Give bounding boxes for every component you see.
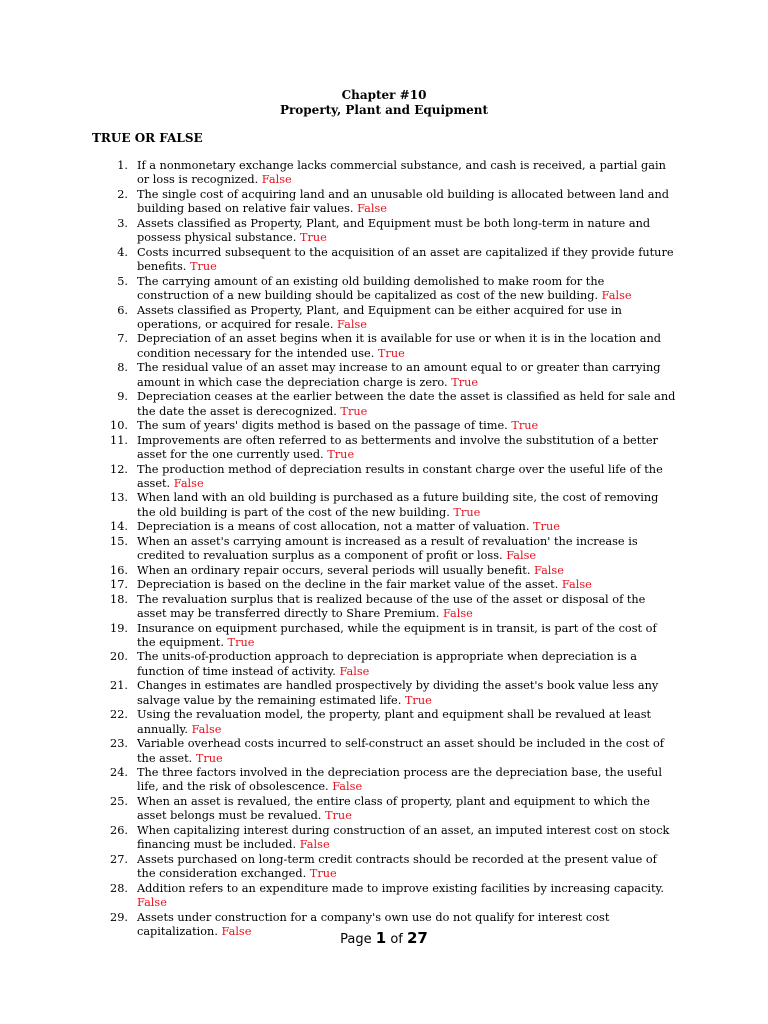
- item-question: Depreciation is a means of cost allocation, not a matter of valuation.: [137, 520, 530, 534]
- list-item: [92, 246, 677, 275]
- page-word: Page: [340, 932, 372, 947]
- item-question: Insurance on equipment purchased, while the equipment is in transit, is part of the cost of the equipment.: [137, 621, 657, 649]
- item-number: 26.: [110, 823, 128, 837]
- item-question: When capitalizing interest during construction of an asset, an imputed interest cost on stock financing must be included.: [137, 823, 670, 852]
- item-question: The sum of years' digits method is based on the passage of time.: [137, 419, 508, 433]
- item-number: 27.: [110, 852, 128, 866]
- item-answer: True: [309, 867, 337, 881]
- item-answer: False: [337, 317, 367, 331]
- item-answer: True: [195, 751, 223, 765]
- item-answer: False: [173, 476, 204, 490]
- item-question: Changes in estimates are handled prospectively by dividing the asset's book value less any salvage value by the remaining estimated life.: [137, 679, 659, 707]
- item-answer: False: [561, 578, 592, 592]
- list-item: [92, 578, 677, 592]
- item-question: Costs incurred subsequent to the acquisition of an asset are capitalized if they provide future benefits.: [137, 245, 674, 274]
- item-number: 22.: [110, 708, 128, 722]
- list-item: [92, 491, 677, 520]
- item-number: 17.: [110, 578, 128, 592]
- item-number: 19.: [110, 621, 128, 635]
- item-number: 18.: [110, 592, 128, 606]
- item-number: 20.: [110, 650, 128, 664]
- list-item: [92, 824, 677, 853]
- list-item: [92, 622, 677, 651]
- list-item: [92, 520, 677, 534]
- item-number: 21.: [110, 679, 128, 693]
- list-item: [92, 463, 677, 492]
- list-item: [92, 564, 677, 578]
- item-number: 13.: [110, 491, 128, 505]
- question-list: [92, 159, 677, 939]
- item-answer: False: [442, 607, 473, 621]
- list-item: [92, 853, 677, 882]
- item-question: Assets under construction for a company's own use do not qualify for interest cost capitalization.: [137, 910, 610, 939]
- list-item: [92, 434, 677, 463]
- item-answer: False: [261, 173, 292, 187]
- item-number: 7.: [117, 332, 128, 346]
- item-number: 5.: [117, 274, 128, 288]
- item-answer: True: [299, 231, 327, 245]
- item-question: The residual value of an asset may increase to an amount equal to or greater than carrying amount in which case the depreciation charge is zero.: [137, 361, 661, 389]
- item-answer: False: [191, 722, 222, 736]
- item-question: The revaluation surplus that is realized because of the use of the asset or disposal of the asset may be transferred directly to Share Premium.: [137, 592, 646, 621]
- list-item: [92, 679, 677, 708]
- item-number: 4.: [117, 245, 128, 259]
- item-answer: True: [327, 448, 355, 462]
- list-item: [92, 766, 677, 795]
- section-heading: TRUE OR FALSE: [92, 131, 203, 145]
- item-number: 14.: [110, 520, 128, 534]
- list-item: [92, 217, 677, 246]
- page-total: 27: [407, 929, 428, 947]
- item-question: When an asset's carrying amount is increased as a result of revaluation' the increase is credited to revaluation surplus as a component of profit or loss.: [137, 534, 638, 563]
- list-item: [92, 390, 677, 419]
- page-number: 1: [375, 929, 387, 947]
- item-answer: False: [357, 202, 387, 216]
- item-answer: False: [137, 896, 167, 910]
- item-answer: False: [506, 549, 537, 563]
- list-item: [92, 275, 677, 304]
- item-answer: True: [325, 809, 352, 823]
- list-item: [92, 593, 677, 622]
- item-number: 28.: [110, 881, 128, 895]
- item-number: 29.: [110, 910, 128, 924]
- item-number: 11.: [110, 433, 128, 447]
- item-question: Assets purchased on long-term credit contracts should be recorded at the present value of the consideration exchanged.: [137, 852, 657, 881]
- list-item: [92, 737, 677, 766]
- item-answer: False: [339, 664, 370, 678]
- of-word: of: [390, 932, 403, 947]
- item-answer: False: [299, 838, 330, 852]
- item-question: Assets classified as Property, Plant, and Equipment can be either acquired for use in operations, or acquired for resale.: [137, 303, 622, 331]
- item-answer: True: [453, 505, 481, 519]
- list-item: [92, 361, 677, 390]
- item-answer: True: [377, 346, 405, 360]
- item-number: 6.: [117, 303, 128, 317]
- item-question: Addition refers to an expenditure made to improve existing facilities by increasing capacity.: [137, 881, 664, 895]
- item-question: The three factors involved in the depreciation process are the depreciation base, the useful life, and the risk of obsolescence.: [137, 766, 662, 794]
- item-question: When land with an old building is purchased as a future building site, the cost of removing the old building is part of the cost of the new building.: [137, 491, 659, 519]
- item-question: Assets classified as Property, Plant, and Equipment must be both long-term in nature and possess physical substance.: [137, 216, 651, 245]
- item-number: 1.: [117, 159, 128, 172]
- item-question: The units-of-production approach to depreciation is appropriate when depreciation is a function of time instead of activity.: [137, 650, 638, 678]
- list-item: [92, 535, 677, 564]
- item-number: 25.: [110, 794, 128, 808]
- list-item: [92, 188, 677, 217]
- item-question: The carrying amount of an existing old building demolished to make room for the construction of a new building should be capitalized as cost of the new building.: [137, 274, 605, 303]
- list-item: [92, 159, 677, 188]
- item-question: The single cost of acquiring land and an unusable old building is allocated between land and building based on relative fair values.: [137, 187, 670, 216]
- chapter-title: Property, Plant and Equipment: [279, 103, 489, 117]
- list-item: [92, 882, 677, 911]
- item-question: The production method of depreciation results in constant charge over the useful life of the asset.: [137, 462, 663, 490]
- item-answer: True: [451, 375, 479, 389]
- item-question: When an ordinary repair occurs, several periods will usually benefit.: [137, 563, 531, 577]
- chapter-number: Chapter #10: [341, 88, 427, 102]
- item-question: Variable overhead costs incurred to self-construct an asset should be included in the cost of the asset.: [137, 737, 664, 765]
- item-number: 2.: [117, 187, 128, 201]
- item-number: 15.: [110, 534, 128, 548]
- item-answer: True: [511, 419, 539, 433]
- page-footer: [0, 929, 768, 947]
- item-number: 8.: [117, 361, 128, 375]
- item-answer: False: [332, 780, 363, 794]
- item-number: 12.: [110, 462, 128, 476]
- list-item: [92, 304, 677, 333]
- item-number: 10.: [110, 419, 128, 433]
- item-question: Depreciation of an asset begins when it is available for use or when it is in the location and condition necessary for the intended use.: [137, 332, 661, 360]
- item-number: 16.: [110, 563, 128, 577]
- item-answer: True: [227, 635, 255, 649]
- list-item: [92, 650, 677, 679]
- item-answer: False: [221, 925, 252, 939]
- item-question: Depreciation ceases at the earlier between the date the asset is classified as held for sale and the date the asset is derecognized.: [137, 390, 676, 418]
- list-item: [92, 419, 677, 433]
- item-answer: True: [340, 404, 368, 418]
- item-answer: False: [601, 289, 632, 303]
- item-answer: True: [533, 520, 560, 534]
- item-answer: True: [404, 693, 432, 707]
- list-item: [92, 795, 677, 824]
- item-answer: False: [534, 563, 564, 577]
- item-question: Improvements are often referred to as betterments and involve the substitution of a better asset for the one currently used.: [137, 433, 658, 462]
- item-number: 24.: [110, 766, 128, 780]
- item-number: 23.: [110, 737, 128, 751]
- item-number: 9.: [117, 390, 128, 404]
- item-question: Depreciation is based on the decline in the fair market value of the asset.: [137, 578, 559, 592]
- item-question: Using the revaluation model, the property, plant and equipment shall be revalued at least annually.: [137, 708, 652, 736]
- item-number: 3.: [117, 216, 128, 230]
- item-question: When an asset is revalued, the entire class of property, plant and equipment to which the asset belongs must be revalued.: [137, 794, 650, 823]
- item-answer: True: [189, 260, 217, 274]
- list-item: [92, 332, 677, 361]
- item-question: If a nonmonetary exchange lacks commercial substance, and cash is received, a partial gain or loss is recognized.: [137, 159, 666, 187]
- list-item: [92, 708, 677, 737]
